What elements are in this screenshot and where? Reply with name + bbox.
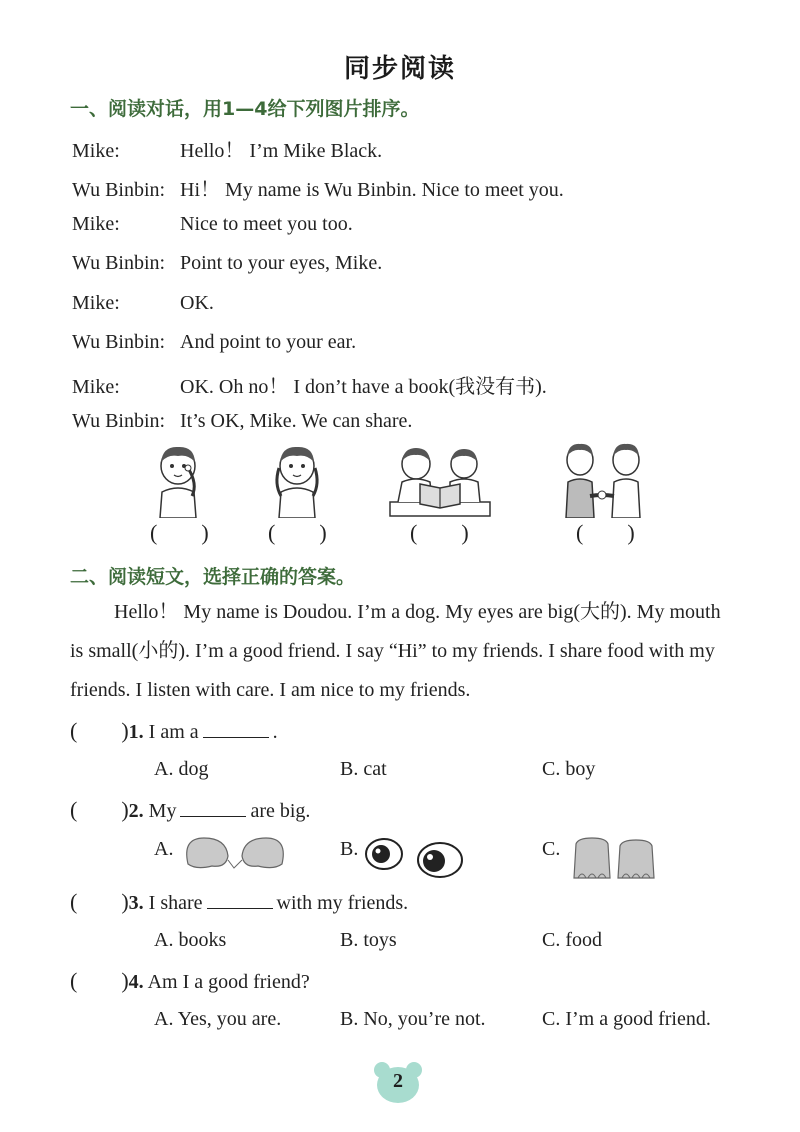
speaker-label: Wu Binbin: xyxy=(72,252,166,274)
question-text-end: with my friends. xyxy=(276,892,409,914)
question-text: I share xyxy=(148,892,203,914)
dialogue-text: Hello！ I’m Mike Black. xyxy=(180,140,383,162)
option-a[interactable]: A. xyxy=(154,838,174,860)
picture-boys-sharing-book xyxy=(388,444,492,518)
answer-blank[interactable]: ( ) xyxy=(70,718,129,743)
paws-image xyxy=(568,836,660,880)
fill-blank xyxy=(207,892,273,909)
dialogue-line xyxy=(72,252,382,275)
option-b[interactable]: B. No, you’re not. xyxy=(340,1008,486,1030)
answer-blank[interactable]: ( ) xyxy=(70,968,129,993)
picture-boys-shaking-hands xyxy=(560,440,644,518)
option-a[interactable]: A. Yes, you are. xyxy=(154,1008,282,1030)
dialogue-text: Hi！ My name is Wu Binbin. Nice to meet you. xyxy=(180,179,564,201)
dialogue-text: OK. xyxy=(180,292,214,314)
speaker-label: Wu Binbin: xyxy=(72,331,166,353)
fill-blank xyxy=(203,721,269,738)
page-number: 2 xyxy=(393,1070,403,1092)
picture-boy-pointing-ears xyxy=(266,444,328,518)
dialogue-line xyxy=(72,134,382,163)
option-a[interactable]: A. dog xyxy=(154,758,209,780)
option-c[interactable]: C. xyxy=(542,838,561,860)
dialogue-text: Point to your eyes, Mike. xyxy=(180,252,383,274)
question-number: 4. xyxy=(128,971,144,993)
option-b[interactable]: B. xyxy=(340,838,359,860)
question-text-end: . xyxy=(272,721,278,743)
question-2 xyxy=(70,797,310,823)
fill-blank xyxy=(180,800,246,817)
section-1-heading: 一、阅读对话，用1—4给下列图片排序。 xyxy=(70,98,420,120)
option-b[interactable]: B. cat xyxy=(340,758,387,780)
dialogue-line xyxy=(72,292,214,315)
ears-image xyxy=(182,834,288,872)
option-c[interactable]: C. I’m a good friend. xyxy=(542,1008,711,1030)
option-b[interactable]: B. toys xyxy=(340,929,397,951)
question-3 xyxy=(70,889,408,915)
page-title: 同步阅读 xyxy=(343,54,456,84)
answer-blank[interactable]: ( ) xyxy=(70,889,129,914)
page-number-badge xyxy=(372,1060,424,1104)
question-4 xyxy=(70,968,310,994)
picture-answer-blank[interactable]: ( ) xyxy=(576,520,635,545)
question-text: I am a xyxy=(148,721,199,743)
question-number: 3. xyxy=(128,892,144,914)
option-c[interactable]: C. boy xyxy=(542,758,596,780)
dialogue-line xyxy=(72,410,412,433)
speaker-label: Mike: xyxy=(72,292,120,314)
question-number: 1. xyxy=(128,721,144,743)
speaker-label: Mike: xyxy=(72,376,120,398)
dialogue-text: And point to your ear. xyxy=(180,331,357,353)
question-text: Am I a good friend? xyxy=(147,971,310,993)
picture-boy-pointing-eyes xyxy=(148,444,210,518)
speaker-label: Mike: xyxy=(72,140,120,162)
dialogue-line xyxy=(72,213,353,236)
answer-blank[interactable]: ( ) xyxy=(70,797,129,822)
section-2-heading: 二、阅读短文，选择正确的答案。 xyxy=(70,566,356,588)
dialogue-line xyxy=(72,331,356,354)
question-text-end: are big. xyxy=(250,800,311,822)
dialogue-text: OK. Oh no！ I don’t have a book(我没有书). xyxy=(180,376,547,398)
picture-answer-blank[interactable]: ( ) xyxy=(268,520,327,545)
picture-answer-blank[interactable]: ( ) xyxy=(150,520,209,545)
dialogue-text: Nice to meet you too. xyxy=(180,213,353,235)
dialogue-line xyxy=(72,370,547,399)
speaker-label: Wu Binbin: xyxy=(72,179,166,201)
speaker-label: Wu Binbin: xyxy=(72,410,166,432)
picture-answer-blank[interactable]: ( ) xyxy=(410,520,469,545)
dialogue-text: It’s OK, Mike. We can share. xyxy=(180,410,413,432)
dialogue-line xyxy=(72,173,564,202)
eyes-image xyxy=(364,834,468,880)
option-c[interactable]: C. food xyxy=(542,929,602,951)
question-1 xyxy=(70,718,278,744)
option-a[interactable]: A. books xyxy=(154,929,227,951)
question-number: 2. xyxy=(128,800,144,822)
question-text: My xyxy=(148,800,177,822)
reading-passage: Hello！ My name is Doudou. I’m a dog. My eyes are big(大的). My mouth is small(小的). I’m a good friend. I say “Hi” to my friends. I share food with my friends. I listen with care. I am nice to my friends. xyxy=(70,601,721,701)
speaker-label: Mike: xyxy=(72,213,120,235)
